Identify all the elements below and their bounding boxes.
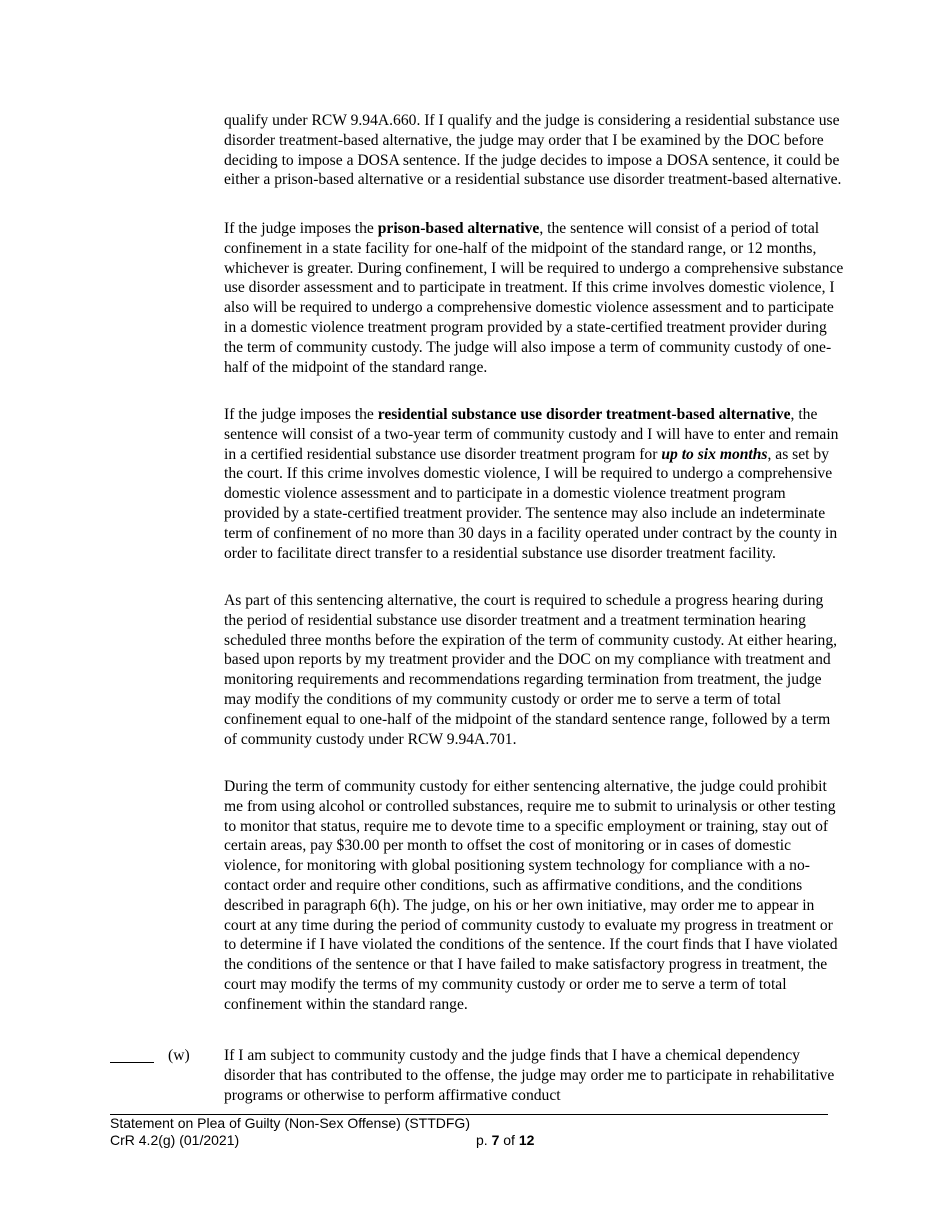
- initials-blank-line[interactable]: [110, 1062, 154, 1063]
- footer-rule-line: [110, 1132, 828, 1149]
- paragraph-residential-treatment-alternative: [224, 405, 844, 563]
- p2-text-post: , the sentence will consist of a period of total confinement in a state facility for one-half of the midpoint of the standard range, or 12 months, whichever is greater. During confinement, I will be required to undergo a comprehensive substance use disorder assessment and to participate in treatment. If this crime involves domestic violence, I also will be required to undergo a comprehensive domestic violence assessment and to participate in a domestic violence treatment program provided by a state-certified treatment provider during the term of community custody. The judge will also impose a term of community custody of one-half of the midpoint of the standard range.: [224, 220, 844, 376]
- page-number: [476, 1132, 534, 1149]
- p2-bold-term: prison-based alternative: [377, 220, 540, 237]
- page-current: 7: [491, 1132, 500, 1148]
- paragraph-dosa-qualify: qualify under RCW 9.94A.660. If I qualify and the judge is considering a residential substance use disorder treatment-based alternative, the judge may order that I be examined by the DOC before deciding to impose a DOSA sentence. If the judge decides to impose a DOSA sentence, it could be either a prison-based alternative or a residential substance use disorder treatment-based alternative.: [224, 112, 842, 189]
- page-total: 12: [518, 1132, 535, 1148]
- page-footer: [110, 1115, 828, 1149]
- paragraph-community-custody-conditions: During the term of community custody for either sentencing alternative, the judge could prohibit me from using alcohol or controlled substances, require me to submit to urinalysis or other testing to monitor that status, require me to devote time to a specific employment or training, stay out of certain areas, pay $30.00 per month to offset the cost of monitoring or in cases of domestic violence, for monitoring with global positioning system technology for compliance with a no-contact order and require other conditions, such as affirmative conditions, and the conditions described in paragraph 6(h). The judge, on his or her own initiative, may order me to appear in court at any time during the period of community custody to evaluate my progress in treatment or to determine if I have violated the conditions of the sentence. If the court finds that I have violated the conditions of the sentence or that I have failed to make satisfactory progress in treatment, the court may modify the terms of my community custody or order me to serve a term of total confinement within the standard range.: [224, 778, 838, 1013]
- paragraph-progress-hearing: As part of this sentencing alternative, the court is required to schedule a progress hearing during the period of residential substance use disorder treatment and a treatment termination hearing scheduled three months before the expiration of the term of community custody. At either hearing, based upon reports by my treatment provider and the DOC on my compliance with treatment and monitoring requirements and recommendations regarding termination from treatment, the judge may modify the conditions of my community custody or order me to serve a term of total confinement equal to one-half of the midpoint of the standard sentence range, followed by a term of community custody under RCW 9.94A.701.: [224, 592, 838, 748]
- p3-bolditalic-term: up to six months: [661, 445, 768, 463]
- footer-form-title: Statement on Plea of Guilty (Non-Sex Offense) (STTDFG): [110, 1115, 470, 1131]
- p3-text-mid: , the sentence will consist of a two-year term of community custody and I will have to enter and remain in a certified residential substance use disorder treatment program for: [224, 406, 839, 463]
- page-prefix: p.: [476, 1132, 492, 1148]
- p3-text-pre: If the judge imposes the: [224, 406, 378, 423]
- p3-text-post: , as set by the court. If this crime involves domestic violence, I will be required to undergo a comprehensive domestic violence assessment and to participate in a domestic violence treatment program provided by a state-certified treatment provider. The sentence may also include an indeterminate term of confinement of no more than 30 days in a facility operated under contract by the county in order to facilitate direct transfer to a residential substance use disorder treatment facility.: [224, 445, 838, 562]
- footer-rule-citation: CrR 4.2(g) (01/2021): [110, 1132, 240, 1148]
- item-w-text: If I am subject to community custody and the judge finds that I have a chemical dependency disorder that has contributed to the offense, the judge may order me to participate in rehabilitative programs or otherwise to perform affirmative conduct: [224, 1047, 835, 1104]
- item-w-letter: (w): [168, 1047, 190, 1064]
- p2-text-pre: If the judge imposes the: [224, 220, 378, 237]
- page-of: of: [499, 1132, 519, 1148]
- p3-bold-term: residential substance use disorder treatment-based alternative: [377, 406, 791, 423]
- paragraph-prison-based-alternative: [224, 219, 844, 377]
